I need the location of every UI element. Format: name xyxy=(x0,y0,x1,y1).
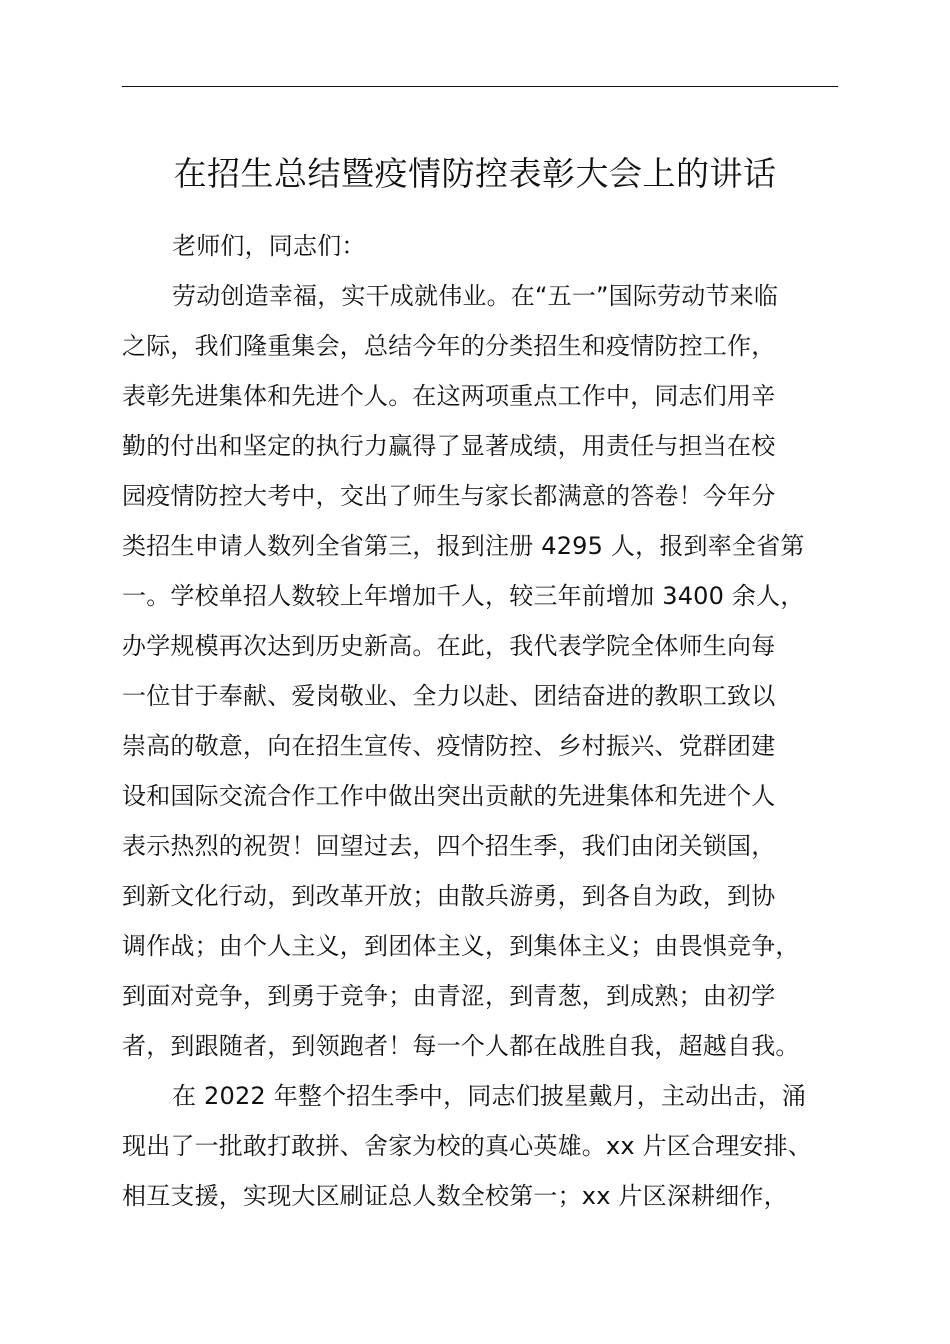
header-rule xyxy=(122,86,838,87)
paragraph-line: 相互支援，实现大区刷证总人数全校第一；xx 片区深耕细作， xyxy=(122,1182,788,1210)
paragraph-line: 办学规模再次达到历史新高。在此，我代表学院全体师生向每 xyxy=(122,632,776,660)
paragraph-line: 设和国际交流合作工作中做出突出贡献的先进集体和先进个人 xyxy=(122,782,776,810)
paragraph-line: 之际，我们隆重集会，总结今年的分类招生和疫情防控工作， xyxy=(122,332,776,360)
paragraph-line: 调作战；由个人主义，到团体主义，到集体主义；由畏惧竞争， xyxy=(122,932,800,960)
paragraph-line: 类招生申请人数列全省第三，报到注册 4295 人，报到率全省第 xyxy=(122,532,805,560)
paragraph-line: 在 2022 年整个招生季中，同志们披星戴月，主动出击，涌 xyxy=(172,1082,807,1110)
paragraph-line: 勤的付出和坚定的执行力赢得了显著成绩，用责任与担当在校 xyxy=(122,432,776,460)
paragraph-line: 者，到跟随者，到领跑者！每一个人都在战胜自我，超越自我。 xyxy=(122,1032,800,1060)
paragraph-line: 到面对竞争，到勇于竞争；由青涩，到青葱，到成熟；由初学 xyxy=(122,982,776,1010)
paragraph-line: 一。学校单招人数较上年增加千人，较三年前增加 3400 余人， xyxy=(122,582,805,610)
paragraph-line: 一位甘于奉献、爱岗敬业、全力以赴、团结奋进的教职工致以 xyxy=(122,682,776,710)
salutation-line: 老师们，同志们： xyxy=(172,232,366,260)
speech-body xyxy=(122,221,862,1221)
paragraph-line: 表示热烈的祝贺！回望过去，四个招生季，我们由闭关锁国， xyxy=(122,832,776,860)
document-title: 在招生总结暨疫情防控表彰大会上的讲话 xyxy=(173,154,777,193)
paragraph-line: 园疫情防控大考中，交出了师生与家长都满意的答卷！今年分 xyxy=(122,482,776,510)
paragraph-line: 劳动创造幸福，实干成就伟业。在“五一”国际劳动节来临 xyxy=(172,282,779,310)
paragraph-line: 崇高的敬意，向在招生宣传、疫情防控、乡村振兴、党群团建 xyxy=(122,732,776,760)
paragraph-line: 到新文化行动，到改革开放；由散兵游勇，到各自为政，到协 xyxy=(122,882,776,910)
paragraph-line: 现出了一批敢打敢拼、舍家为校的真心英雄。xx 片区合理安排、 xyxy=(122,1132,813,1160)
paragraph-line: 表彰先进集体和先进个人。在这两项重点工作中，同志们用辛 xyxy=(122,382,776,410)
